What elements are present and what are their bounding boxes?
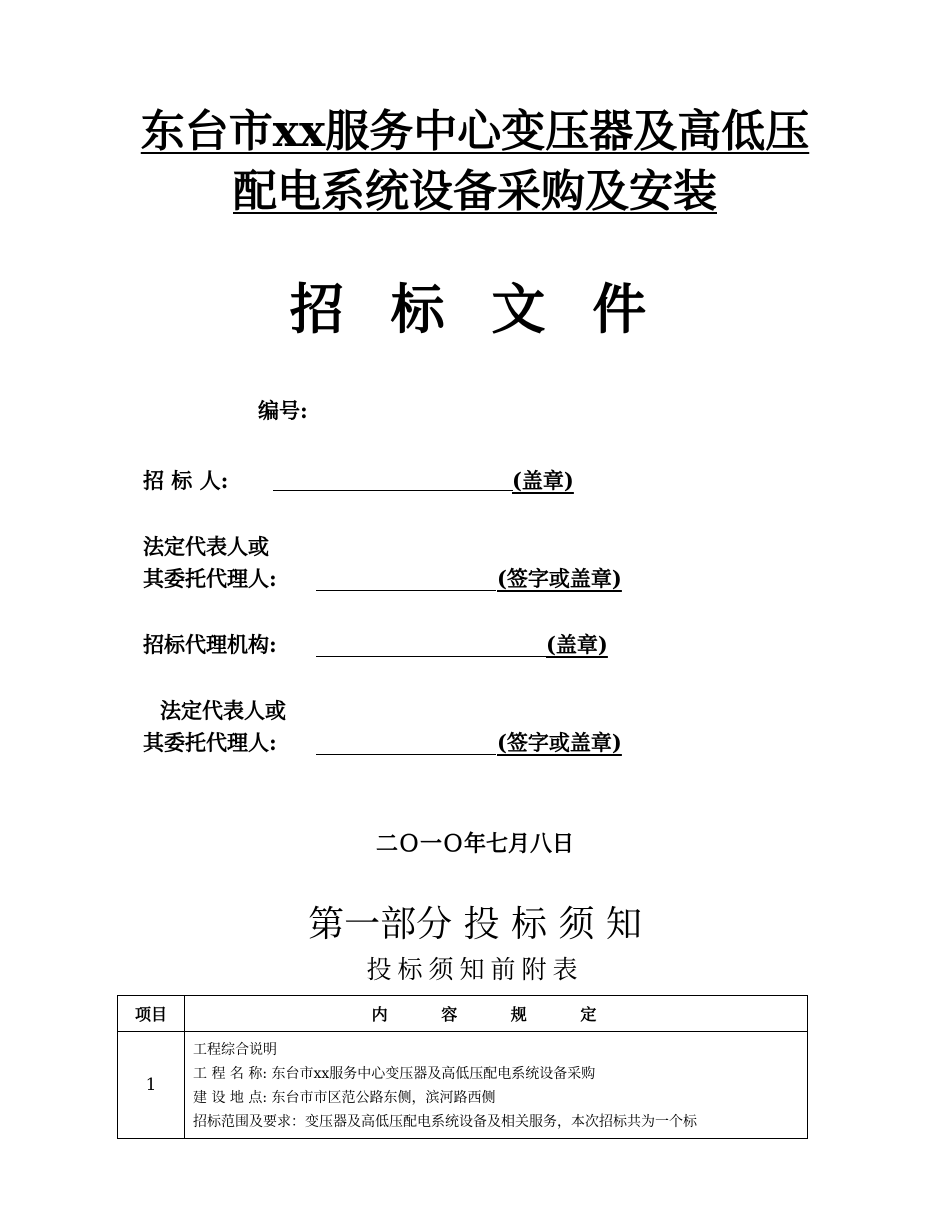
table-row: [118, 1032, 808, 1139]
legal-rep-2-sign-mark: (签字或盖章): [497, 730, 622, 755]
content-line: 建 设 地 点: 东台市市区范公路东侧，滨河路西侧: [193, 1090, 496, 1106]
tenderer-label: 招 标 人:: [143, 468, 229, 493]
part-heading: 第一部分 投 标 须 知: [308, 904, 642, 945]
document-title-line-2: 配电系统设备采购及安装: [233, 166, 717, 217]
agency-label: 招标代理机构:: [143, 632, 277, 657]
agency-seal-mark: (盖章): [546, 632, 608, 657]
document-title-line-1: 东台市xx服务中心变压器及高低压: [140, 106, 810, 157]
number-label: 编号:: [258, 398, 308, 423]
legal-rep-2-label-line-2: 其委托代理人:: [143, 730, 277, 755]
bidding-instructions-table: [117, 995, 808, 1139]
legal-rep-2-signature-line: [316, 754, 496, 755]
legal-rep-1-label-line-1: 法定代表人或: [143, 534, 269, 559]
document-date: 二Ｏ一Ｏ年七月八日: [375, 831, 574, 857]
table-header-content: 内 容 规 定: [185, 996, 808, 1032]
legal-rep-1-signature-line: [316, 590, 496, 591]
legal-rep-2-label-line-1: 法定代表人或: [160, 698, 286, 723]
tenderer-seal-mark: (盖章): [512, 468, 574, 493]
part-subheading: 投标须知前附表: [366, 955, 584, 984]
table-header-row: [118, 996, 808, 1032]
content-line: 工程综合说明: [193, 1042, 277, 1058]
table-header-item: 项目: [118, 996, 185, 1032]
table-cell-item-number: 1: [118, 1032, 185, 1139]
agency-signature-line: [316, 656, 546, 657]
content-line: 工 程 名 称: 东台市xx服务中心变压器及高低压配电系统设备采购: [193, 1066, 596, 1082]
tenderer-signature-line: [273, 490, 513, 491]
legal-rep-1-sign-mark: (签字或盖章): [497, 566, 622, 591]
document-type-heading: 招 标 文 件: [289, 277, 661, 341]
content-line: 招标范围及要求：变压器及高低压配电系统设备及相关服务，本次招标共为一个标: [193, 1114, 697, 1130]
table-cell-content: [185, 1032, 808, 1139]
legal-rep-1-label-line-2: 其委托代理人:: [143, 566, 277, 591]
